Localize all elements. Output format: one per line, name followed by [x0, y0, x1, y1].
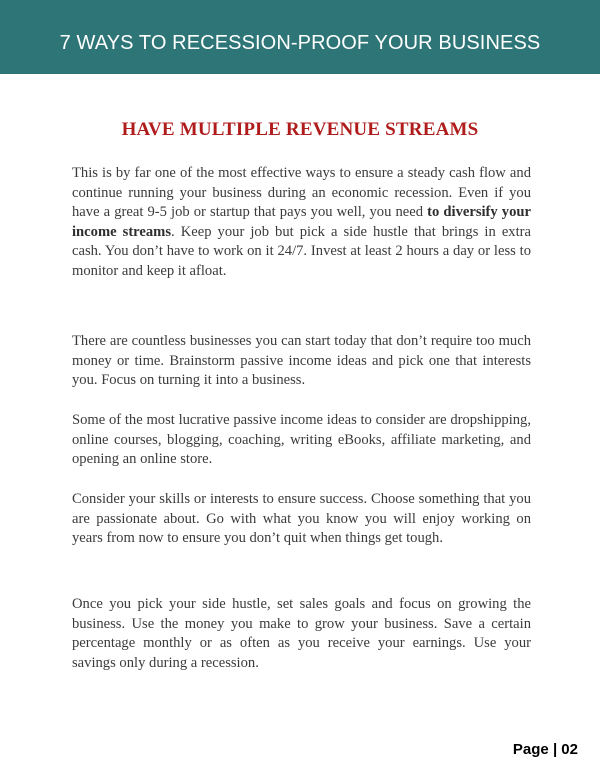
paragraph-2: There are countless businesses you can start today that don’t require too much money or time. Brainstorm passive income ideas and pick one that interests you. Focus on turning it into a business. [72, 333, 531, 389]
paragraph-3: Some of the most lucrative passive income ideas to consider are dropshipping, online courses, blogging, coaching, writing eBooks, affiliate marketing, and opening an online store. [72, 412, 531, 468]
paragraph-4: Consider your skills or interests to ensure success. Choose something that you are passionate about. Go with what you know you will enjoy working on years from now to ensure you don’t quit when things get tough. [72, 491, 531, 547]
section-heading: HAVE MULTIPLE REVENUE STREAMS [121, 119, 479, 140]
paragraph-1-text-end: . Keep your job but pick a side hustle that brings in extra cash. You don’t have to work on it 24/7. Invest at least 2 hours a day or less to monitor and keep it afloat. [72, 223, 531, 279]
paragraph-1 [72, 164, 531, 282]
paragraph-5: Once you pick your side hustle, set sales goals and focus on growing the business. Use the money you make to grow your business. Save a certain percentage monthly or as often as you receive your earnings. Use your savings only during a recession. [72, 596, 531, 671]
page-number: Page | 02 [512, 741, 578, 758]
paragraph-1-text-start: This is by far one of the most effective ways to ensure a steady cash flow and continue running your business during an economic recession. Even if you have a great 9-5 job or startup that pays you well, you need [72, 165, 531, 221]
document-title: 7 WAYS TO RECESSION-PROOF YOUR BUSINESS [59, 31, 541, 54]
paragraph-1-emphasis: to diversify your income streams [72, 204, 531, 240]
header-band [0, 0, 600, 74]
